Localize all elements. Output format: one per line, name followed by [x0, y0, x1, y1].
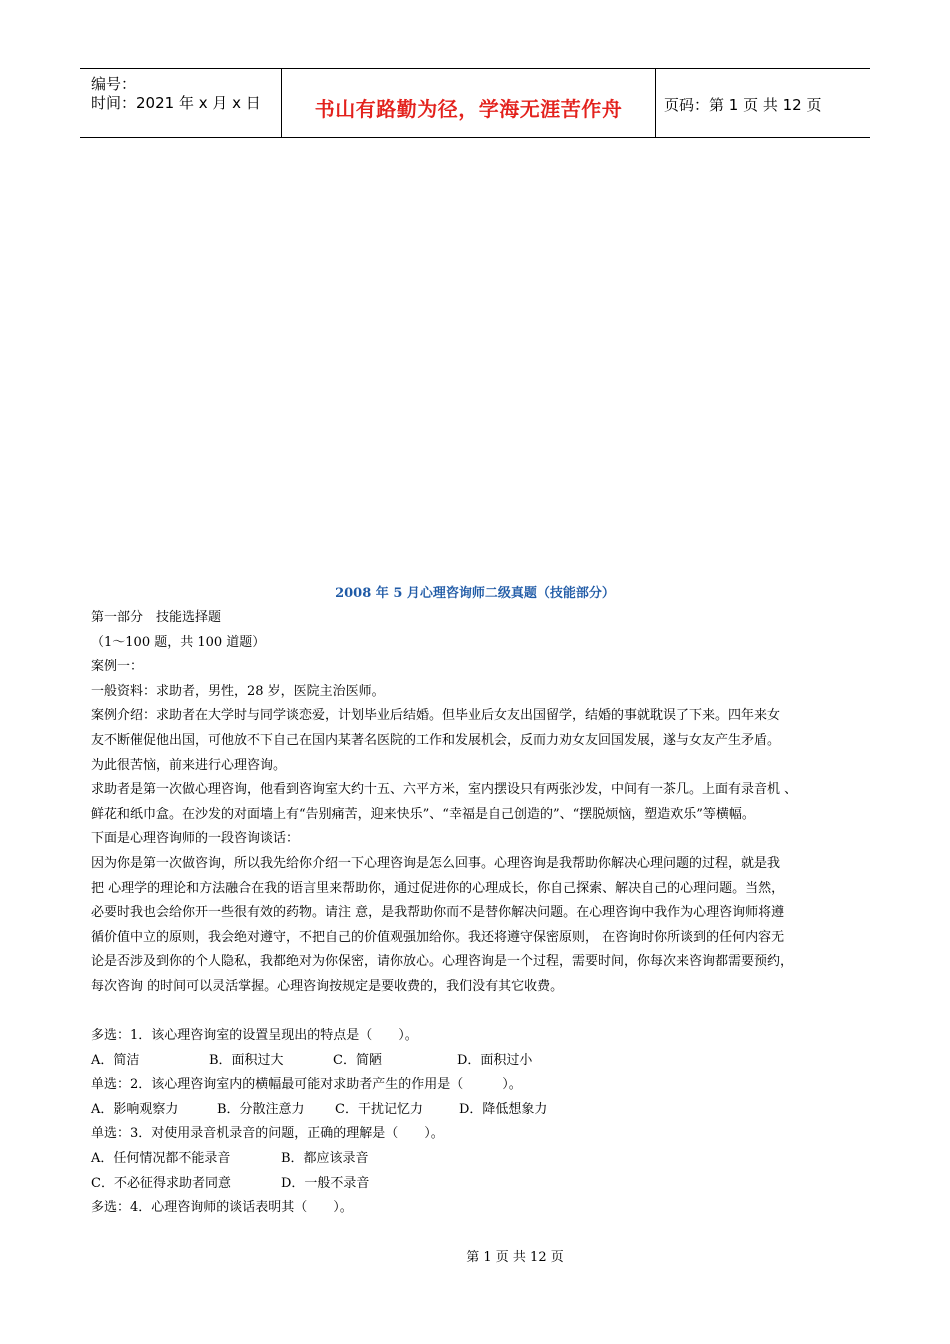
option: A．影响观察力	[91, 1101, 179, 1117]
header-right-cell	[656, 69, 870, 137]
option: D．一般不录音	[281, 1175, 370, 1191]
option: A．任何情况都不能录音	[91, 1151, 231, 1167]
dialog-line: 把 心理学的理论和方法融合在我的语言里来帮助你，通过促进你的心理成长，你自己探索、解决自己的心理问题。当然，	[91, 880, 785, 896]
case-intro-line: 友不断催促他出国，可他放不下自己在国内某著名医院的工作和发展机会，反而力劝女友回国发展，遂与女友产生矛盾。	[91, 732, 781, 748]
header-table	[80, 68, 870, 138]
question-options	[91, 1049, 861, 1074]
case-intro-line: 案例介绍：求助者在大学时与同学谈恋爱，计划毕业后结婚。但毕业后女友出国留学，结婚的事就耽误了下来。四年来女	[91, 708, 781, 724]
option: C．简陋	[333, 1052, 382, 1068]
question-range: （1～100 题，共 100 道题）	[91, 634, 266, 650]
page-info: 页码：第 1 页 共 12 页	[664, 96, 822, 114]
dialog-line: 必要时我也会给你开一些很有效的药物。请注 意，是我帮助你而不是替你解决问题。在心理咨询中我作为心理咨询师将遵	[91, 905, 785, 921]
option: C．不必征得求助者同意	[91, 1175, 231, 1191]
dialog-intro: 下面是心理咨询师的一段咨询谈话：	[91, 831, 300, 847]
document-body	[91, 606, 861, 1221]
document-title: 2008 年 5 月心理咨询师二级真题（技能部分）	[335, 586, 615, 601]
dialog-line: 每次咨询 的时间可以灵活掌握。心理咨询按规定是要收费的，我们没有其它收费。	[91, 978, 564, 994]
question-options	[91, 1147, 861, 1172]
dialog-line: 论是否涉及到你的个人隐私，我都绝对为你保密，请你放心。心理咨询是一个过程，需要时间，你每次来咨询都需要预约，	[91, 954, 794, 970]
option: B．面积过大	[209, 1052, 284, 1068]
question-stem: 单选：2．该心理咨询室内的横幅最可能对求助者产生的作用是（ ）。	[91, 1077, 522, 1093]
question-options	[91, 1172, 861, 1197]
question-stem: 多选：1．该心理咨询室的设置呈现出的特点是（ ）。	[91, 1028, 418, 1044]
dialog-line: 循价值中立的原则，我会绝对遵守，不把自己的价值观强加给你。我还将遵守保密原则， 在咨询时你所谈到的任何内容无	[91, 929, 785, 945]
room-description-line: 求助者是第一次做心理咨询，他看到咨询室大约十五、六平方米，室内摆设只有两张沙发，中间有一茶几。上面有录音机 、	[91, 782, 798, 798]
dialog-line: 因为你是第一次做咨询，所以我先给你介绍一下心理咨询是怎么回事。心理咨询是我帮助你解决心理问题的过程，就是我	[91, 855, 781, 871]
header-left-cell	[80, 69, 282, 137]
page-footer: 第 1 页 共 12 页	[466, 1250, 564, 1265]
time-label: 时间：2021 年 x 月 x 日	[91, 94, 261, 112]
option: B．都应该录音	[281, 1151, 369, 1167]
case-heading: 案例一：	[91, 659, 144, 675]
general-info: 一般资料：求助者，男性，28 岁，医院主治医师。	[91, 683, 385, 699]
option: D．降低想象力	[459, 1101, 548, 1117]
option: B．分散注意力	[217, 1101, 305, 1117]
motto: 书山有路勤为径，学海无涯苦作舟	[314, 97, 623, 121]
blank-line	[91, 1000, 861, 1025]
question-options	[91, 1098, 861, 1123]
header-middle-cell	[282, 69, 656, 137]
option: A．简洁	[91, 1052, 140, 1068]
section-heading: 第一部分 技能选择题	[91, 610, 222, 625]
question-stem: 单选：3．对使用录音机录音的问题，正确的理解是（ ）。	[91, 1126, 444, 1142]
question-stem: 多选：4．心理咨询师的谈话表明其（ ）。	[91, 1200, 353, 1216]
case-intro-line: 为此很苦恼，前来进行心理咨询。	[91, 757, 287, 773]
room-description-line: 鲜花和纸巾盒。在沙发的对面墙上有“告别痛苦，迎来快乐”、“幸福是自己创造的”、“摆脱烦恼，塑造欢乐”等横幅。	[91, 806, 755, 822]
option: D．面积过小	[457, 1052, 533, 1068]
option: C．干扰记忆力	[335, 1101, 423, 1117]
number-label: 编号：	[91, 75, 137, 93]
